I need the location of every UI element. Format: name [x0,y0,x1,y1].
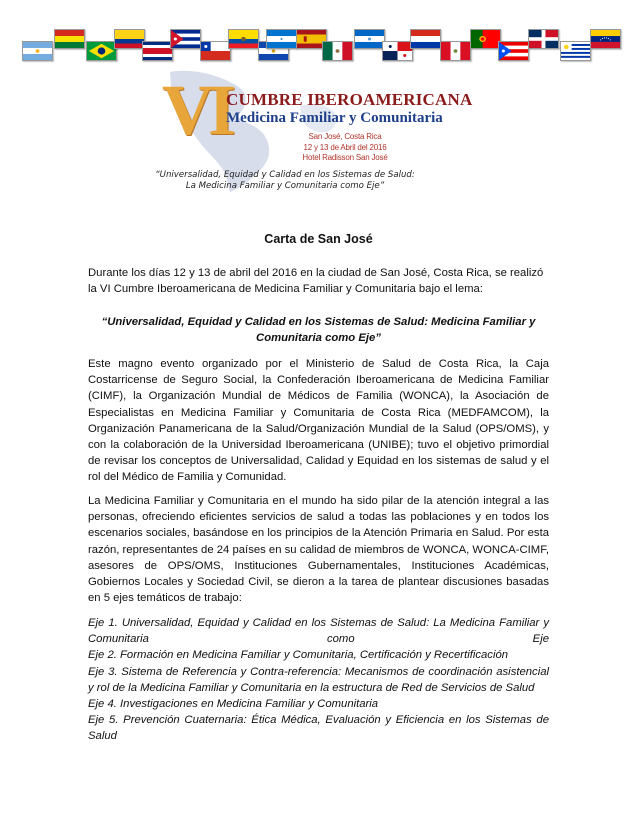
summit-subtitle: Medicina Familiar y Comunitaria [226,110,443,126]
edition-roman-numeral: VI [162,70,231,150]
flag-peru [440,41,471,61]
summit-title: CUMBRE IBEROAMERICANA [226,90,473,109]
slogan-line-2: La Medicina Familiar y Comunitaria como Eje” [185,181,385,191]
flag-mexico [322,41,353,61]
flag-uruguay [560,41,591,61]
event-dates: 12 y 13 de Abril del 2016 [303,142,387,152]
motto-quote: “Universalidad, Equidad y Calidad en los Sistemas de Salud: Medicina Familiar y Comunitaria como Eje” [101,316,536,345]
slogan-line-1: “Universalidad, Equidad y Calidad en los Sistemas de Salud: [155,170,415,180]
axis-item-4: Eje 4. Investigaciones en Medicina Familiar y Comunitaria [88,698,379,711]
flag-republica-dominicana [528,29,559,49]
flag-ecuador [228,29,259,49]
event-location: San José, Costa Rica [308,132,382,141]
banner-slogan [150,170,420,192]
flag-cuba [170,29,201,49]
letter-title: Carta de San José [264,232,373,246]
axis-item-2: Eje 2. Formación en Medicina Familiar y Comunitaria, Certificación y Recertificación [88,649,509,662]
body-paragraph-1: Este magno evento organizado por el Ministerio de Salud de Costa Rica, la Caja Costarricense de Seguro Social, la Confederación Iberoamericana de Medicina Familiar (CIMF), la Organización Mundial de Médicos de Familia (WONCA), la Asociación de Especialistas en Medicina Familiar y Comunitaria de Costa Rica (MEDFAMCOM), la Organización Panamericana de la Salud/Organización Mundial de la Salud (OPS/OMS), y con la colaboración de la Universidad Iberoamericana (UNIBE); tuvo el objetivo primordial de revisar los conceptos de Universalidad, Calidad y Equidad en los sistemas de salud y el rol del Médico de Familia y Comunidad. [88,358,549,484]
body-paragraph-2: La Medicina Familiar y Comunitaria en el mundo ha sido pilar de la atención integral a las personas, ofreciendo eficientes servicios de salud a todas las poblaciones y en todos los escenarios sociales, basándose en los principios de la Atención Primaria en Salud. Por esta razón, representantes de 24 países en su calidad de miembros de WONCA, WONCA-CIMF, asesores de OPS/OMS, Instituciones Gubernamentales, Instituciones Académicas, Gobiernos Locales y Sociedad Civil, se dieron a la tarea de plantear discusiones basadas en 5 ejes temáticos de trabajo: [88,495,549,605]
event-details [300,132,390,164]
axis-item-3: Eje 3. Sistema de Referencia y Contra-referencia: Mecanismos de coordinación asistencial y rol de la Medicina Familiar y Comunitaria en la estructura de Red de Servicios de Salud [88,665,549,694]
axis-item-5: Eje 5. Prevención Cuaternaria: Ética Médica, Evaluación y Eficiencia en los Sistemas de Salud [88,714,549,743]
flag-chile [200,41,231,61]
event-venue: Hotel Radisson San José [302,153,388,162]
flag-bolivia [54,29,85,49]
flag-costa-rica [142,41,173,61]
event-banner [150,66,490,194]
flag-paraguay [410,29,441,49]
flag-brasil [86,41,117,61]
flag-honduras [266,29,297,49]
intro-paragraph: Durante los días 12 y 13 de abril del 2016 en la ciudad de San José, Costa Rica, se realizó la VI Cumbre Iberoamericana de Medicina Familiar y Comunitaria bajo el lema: [88,267,544,296]
flag-nicaragua [354,29,385,49]
flag-venezuela [590,29,621,49]
flag-argentina [22,41,53,61]
axis-item-1: Eje 1. Universalidad, Equidad y Calidad en los Sistemas de Salud: La Medicina Familiar y Comunitaria como Eje [88,617,549,646]
thematic-axes-list [88,615,549,745]
flag-portugal [470,29,501,49]
flag-colombia [114,29,145,49]
flag-puerto-rico [498,41,529,61]
flag-panama [382,41,413,61]
